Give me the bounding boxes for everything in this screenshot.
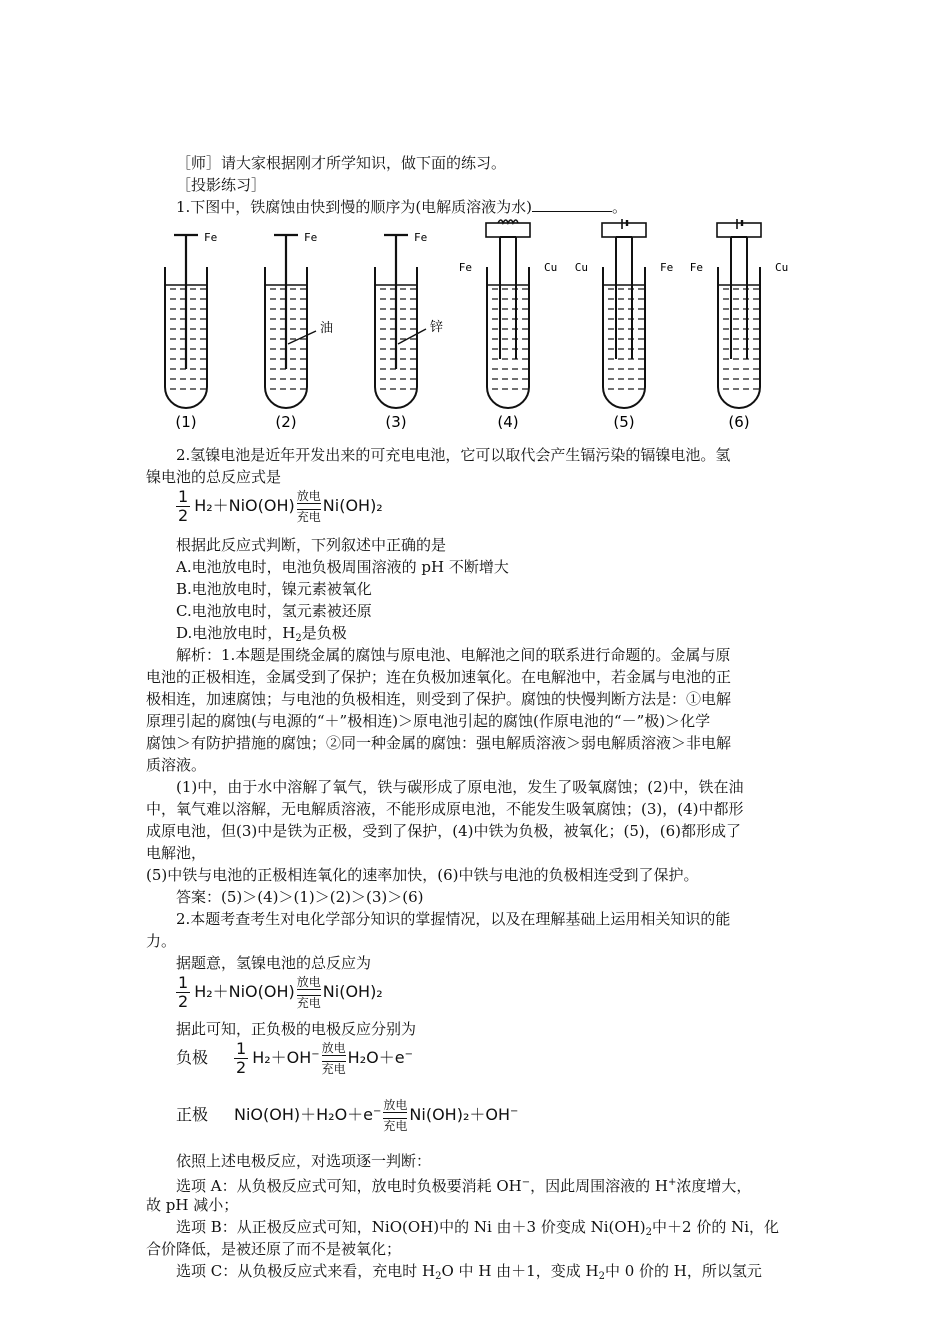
circuit-wire <box>717 223 761 237</box>
test-tube <box>603 267 645 408</box>
fraction: $\frac{1}{2}$ <box>178 487 189 525</box>
analysis-line-8: 中，氧气难以溶解，无电解质溶液，不能形成原电池，不能发生吸氧腐蚀；(3)，(4)中都形 <box>146 800 744 818</box>
analysis-2-line-3: 据题意，氢镍电池的总反应为 <box>176 954 372 972</box>
test-tube <box>487 267 529 408</box>
zinc-label: 锌 <box>430 320 444 335</box>
option-b-analysis-1: 选项 B：从正极反应式可知，NiO(OH)中的 Ni 由＋3 价变成 $Ni(OH)_2$中＋2 价的 Ni，化 <box>176 1218 780 1238</box>
analysis-line-11: (5)中铁与电池的正极相连氧化的速率加快，(6)中铁与电池的负极相连受到了保护。 <box>146 866 699 884</box>
analysis-line-9: 成原电池，但(3)中是铁为正极，受到了保护，(4)中铁为负极，被氧化；(5)，(6)都形成了 <box>146 822 741 840</box>
analysis-2-line-2: 力。 <box>146 932 177 950</box>
tube-label: (4) <box>497 413 519 431</box>
analysis-line-1: 解析：1.本题是围绕金属的腐蚀与原电池、电解池之间的联系进行命题的。金属与原 <box>176 646 731 664</box>
option-c: C.电池放电时，氢元素被还原 <box>176 602 372 620</box>
equation-left: H₂＋NiO(OH) <box>194 496 295 515</box>
reversible-arrow: 放电 充电 <box>296 489 321 524</box>
tube-label: (5) <box>613 413 635 431</box>
option-a: A.电池放电时，电池负极周围溶液的 pH 不断增大 <box>176 558 509 576</box>
negative-electrode-equation: 负极 $\frac{1}{2}$ H₂＋OH− 放电 充电H₂O＋e− <box>176 1039 413 1077</box>
total-reaction-equation-2: $\frac{1}{2}$ H₂＋NiO(OH) 放电 充电Ni(OH)₂ <box>178 973 383 1011</box>
question-1-text: 1.下图中，铁腐蚀由快到慢的顺序为(电解质溶液为水) <box>176 198 533 216</box>
equation-right: Ni(OH)₂ <box>322 496 383 515</box>
test-tubes <box>165 219 788 431</box>
teacher-line: ［师］请大家根据刚才所学知识，做下面的练习。 <box>176 154 507 172</box>
tube-label: (6) <box>728 413 750 431</box>
projection-label: ［投影练习］ <box>176 176 267 194</box>
fe-label: Fe <box>204 231 218 244</box>
circuit-wire <box>486 223 530 237</box>
judge-text: 根据此反应式判断，下列叙述中正确的是 <box>176 536 447 554</box>
oil-label: 油 <box>320 321 334 336</box>
test-tube <box>718 267 760 408</box>
tube-label: (1) <box>175 413 197 431</box>
total-reaction-equation <box>176 488 383 525</box>
answer-blank <box>532 197 612 212</box>
electrode-label-right: Fe <box>660 261 674 274</box>
corrosion-figure <box>146 219 806 435</box>
answer-line: 答案：(5)＞(4)＞(1)＞(2)＞(3)＞(6) <box>176 888 424 906</box>
electrode-label-left: Fe <box>689 261 703 274</box>
option-b: B.电池放电时，镍元素被氧化 <box>176 580 372 598</box>
analysis-line-5: 腐蚀＞有防护措施的腐蚀；②同一种金属的腐蚀：强电解质溶液＞弱电解质溶液＞非电解 <box>146 734 732 752</box>
analysis-line-7: (1)中，由于水中溶解了氧气，铁与碳形成了原电池，发生了吸氧腐蚀；(2)中，铁在油 <box>176 778 744 796</box>
option-a-analysis-2: 故 pH 减小； <box>146 1196 239 1214</box>
positive-electrode-equation: 正极 NiO(OH)＋H₂O＋e− 放电 充电Ni(OH)₂＋OH− <box>176 1098 519 1133</box>
circuit-wire <box>602 223 646 237</box>
option-a-analysis-1: 选项 A：从负极反应式可知，放电时负极要消耗 OH−，因此周围溶液的 H+浓度增大， <box>176 1177 752 1195</box>
analysis-2-line-1: 2.本题考查考生对电化学部分知识的掌握情况，以及在理解基础上运用相关知识的能 <box>176 910 731 928</box>
analysis-line-2: 电池的正极相连，金属受到了保护；连在负极加速氧化。在电解池中，若金属与电池的正 <box>146 668 732 686</box>
tube-label: (2) <box>275 413 297 431</box>
options-intro: 依照上述电极反应，对选项逐一判断： <box>176 1152 432 1170</box>
analysis-line-3: 极相连，加速腐蚀；与电池的负极相连，则受到了保护。腐蚀的快慢判断方法是：①电解 <box>146 690 732 708</box>
electrode-label-left: Cu <box>574 261 588 274</box>
question-1 <box>176 196 836 218</box>
option-b-analysis-2: 合价降低，是被还原了而不是被氧化； <box>146 1240 402 1258</box>
analysis-line-4: 原理引起的腐蚀(与电源的“＋”极相连)＞原电池引起的腐蚀(作原电池的“－”极)＞化学 <box>146 712 711 730</box>
fe-label: Fe <box>304 231 318 244</box>
analysis-line-6: 质溶液。 <box>146 756 207 774</box>
fe-label: Fe <box>414 231 428 244</box>
electrode-label-right: Cu <box>544 261 558 274</box>
tube-label: (3) <box>385 413 407 431</box>
electrode-label-right: Cu <box>775 261 789 274</box>
electrode-label-left: Fe <box>458 261 472 274</box>
option-c-analysis-1: 选项 C：从负极反应式来看，充电时 $H_2O$ 中 H 由＋1，变成 $H_2$中 0 价的 H，所以氢元 <box>176 1262 762 1282</box>
question-1-end: 。 <box>612 198 628 216</box>
analysis-line-10: 电解池， <box>146 844 207 862</box>
analysis-2-line-4: 据此可知，正负极的电极反应分别为 <box>176 1020 417 1038</box>
question-2-line-1: 2.氢镍电池是近年开发出来的可充电电池，它可以取代会产生镉污染的镉镍电池。氢 <box>176 446 731 464</box>
option-d: D.电池放电时，$H_2$是负极 <box>176 624 347 644</box>
question-2-line-2: 镍电池的总反应式是 <box>146 468 282 486</box>
